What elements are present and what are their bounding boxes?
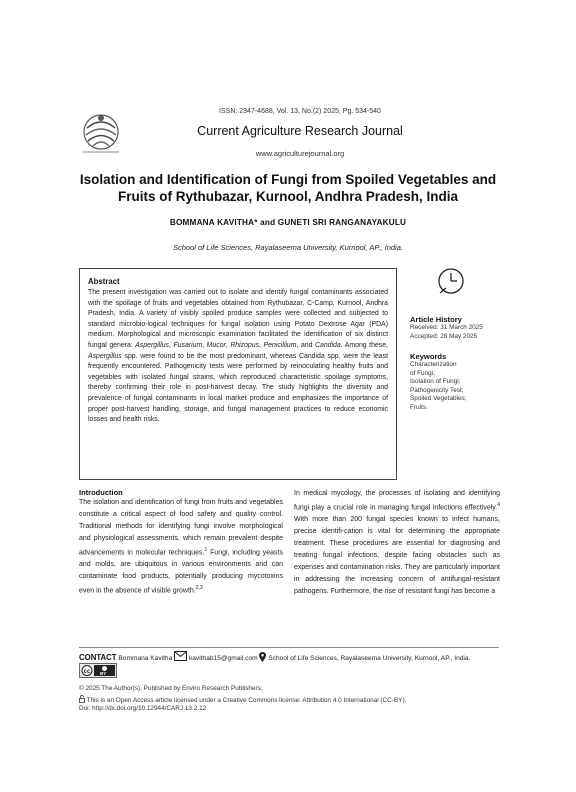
svg-text:cc: cc	[83, 669, 91, 675]
open-access-icon	[79, 695, 85, 705]
copyright-line: © 2025 The Author(s). Published by Enviro Research Publishers.	[79, 685, 263, 692]
abstract-box	[79, 268, 397, 480]
keyword-item: Fruits.	[410, 403, 428, 411]
article-history-heading: Article History	[410, 315, 462, 324]
abstract-text: The present investigation was carried out to isolate and identify fungal contaminants associated with the spoilage of fruits and vegetables obtained from Rythubazar, C-Camp, Kurnool, Andhra Pradesh, India. A variety of visibly spoiled produce samples were collected and subjected to standard microbio-logical techniques for fungal isolation using Potato Dextrose Agar (PDA) medium. Morphological and microscopic examination facilitated the identification of six distinct fungal genera: Aspergillus, Fusarium, Mucor, Rhizopus, Penicillium, and Candida. Among these, Aspergillus spp. were found to be the most predominant, whereas Candida spp. were the least frequently encountered. Pathogenicity tests were performed by reinoculating healthy fruits and vegetables with isolated fungal strains, which reproduced characteristic spoilage symptoms, thereby confirming their role in post-harvest decay. The study highlights the diversity and prevalence of fungal contaminants in local market produce and emphasizes the importance of proper post-harvest handling, storage, and fungal management practices to reduce economic losses and health risks.	[88, 289, 388, 424]
contact-divider	[79, 647, 499, 648]
keyword-item: Isolation of Fungi;	[410, 378, 461, 386]
clock-icon	[436, 266, 466, 296]
keyword-item: Spoiled Vegetables;	[410, 395, 467, 403]
abstract-heading: Abstract	[88, 277, 120, 286]
issn-line: ISSN: 2347-4688, Vol. 13, No.(2) 2025, Pg. 534-540	[219, 108, 381, 115]
received-date: Received: 31 March 2025	[410, 324, 483, 331]
contact-email-link[interactable]: kavithab15@gmail.com	[188, 655, 258, 662]
journal-website-link[interactable]: www.agriculturejournal.org	[255, 149, 345, 158]
right-column	[294, 488, 500, 597]
accepted-date: Accepted: 28 May 2025	[410, 332, 478, 340]
journal-name: Current Agriculture Research Journal	[197, 124, 403, 138]
contact-address: School of Life Sciences, Rayalaseema University, Kurnool, AP., India.	[268, 655, 471, 662]
mail-icon	[174, 651, 187, 661]
intro-paragraph-right: In medical mycology, the processes of isolating and identifying fungi play a crucial role in managing fungal infections effectively.$^4$ With more than 200 fungal species known to infect humans, precise identifi-cation is vital for determining the appropriate treatment. These procedures are essential for diagnosing and treating fungal infections, despite facing obstacles such as expenses and contamination risks. They are particularly important in addressing the increasing concern of antifungal-resistant pathogens. Furthermore, the rise of resistant fungi has become a	[294, 490, 500, 595]
keywords	[410, 352, 520, 413]
doi-link[interactable]: Doi: http://dx.doi.org/10.12944/CARJ.13.2.12	[79, 705, 207, 712]
license-line: This is an Open Access article licensed under a Creative Commons license: Attribution 4.0 International (CC-BY).	[79, 695, 406, 705]
keywords-heading: Keywords	[410, 352, 447, 361]
contact-line	[79, 651, 499, 664]
journal-logo	[79, 108, 123, 160]
cc-by-label: BY	[100, 671, 107, 676]
keyword-item: Pathogenicity Test;	[410, 386, 464, 394]
paper-title: Isolation and Identification of Fungi from Spoiled Vegetables and Fruits of Rythubazar, Kurnool, Andhra Pradesh, India	[79, 172, 497, 204]
intro-paragraph: The isolation and identification of fungi from fruits and vegetables constitute a critical aspect of food safety and quality control. Traditional methods for identifying fungi involve morphological and physiological assessments, which remain prevalent despite advancements in molecular techniques.$^1$ Fungi, including yeasts and molds, are ubiquitous in various environments and can contaminate food products, potentially producing mycotoxins even in the absence of visible growth.$^{2,3}$	[79, 499, 283, 594]
introduction-heading: Introduction	[79, 488, 123, 497]
left-column	[79, 488, 283, 597]
contact-name: Bommana Kavitha	[118, 655, 173, 662]
article-history	[410, 315, 520, 341]
keyword-item: of Fungi;	[410, 369, 435, 377]
contact-label: CONTACT	[79, 653, 117, 662]
cc-by-license-badge[interactable]	[79, 663, 117, 678]
location-pin-icon	[259, 652, 266, 664]
authors: BOMMANA KAVITHA* and GUNETI SRI RANGANAYAKULU	[169, 218, 407, 227]
affiliation: School of Life Sciences, Rayalaseema University, Kurnool, AP., India.	[173, 243, 403, 252]
keyword-item: Characterization	[410, 361, 457, 368]
